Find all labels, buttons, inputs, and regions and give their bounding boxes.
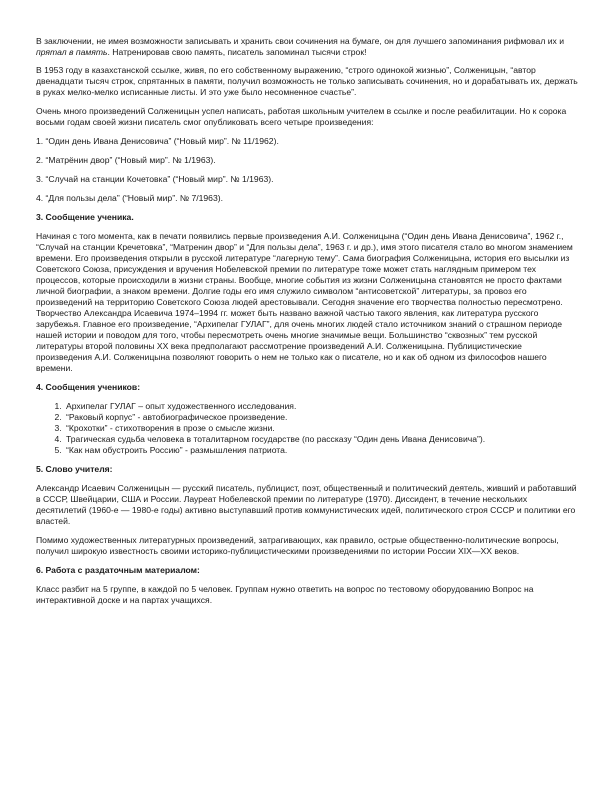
works-list-item: 2. “Матрёнин двор” (“Новый мир”. № 1/1963). bbox=[36, 155, 216, 165]
list-item: 4. Трагическая судьба человека в тоталитарном государстве (по рассказу “Один день Ивана Денисовича”). bbox=[64, 434, 578, 445]
section-4-heading: 4. Сообщения учеников: bbox=[36, 382, 141, 392]
works-list-item: 3. “Случай на станции Кочетовка” (“Новый мир”. № 1/1963). bbox=[36, 174, 274, 184]
list-item: 1. Архипелаг ГУЛАГ – опыт художественного исследования. bbox=[64, 401, 578, 412]
intro-paragraph-2: В 1953 году в казахстанской ссылке, живя, по его собственному выражению, “строго одинокой жизнью”, Солженицын, “автор двенадцати тысяч строк, спрятанных в памяти, получил возможность не только записывать сочинения, но и дорабатывать их, держать в руках мелко-мелко исписанные листы. И это уже было несомненное счастье”. bbox=[36, 65, 578, 97]
intro-paragraph-1 bbox=[36, 36, 578, 58]
section-5-paragraph-2: Помимо художественных литературных произведений, затрагивающих, как правило, острые общественно-политические вопросы, получил широкую известность своими историко-публицистическими произведениями по истории России XIX—XX веков. bbox=[36, 535, 559, 556]
document-page bbox=[36, 36, 578, 614]
section-3-heading: 3. Сообщение ученика. bbox=[36, 212, 134, 222]
intro-paragraph-3: Очень много произведений Солженицын успел написать, работая школьным учителем в ссылке и после реабилитации. Но к сорока восьми годам своей жизни писатель смог опубликовать всего четыре произведения: bbox=[36, 106, 567, 127]
intro-paragraph-1-end: . Натренировав свою память, писатель запоминал тысячи строк! bbox=[107, 47, 367, 57]
section-3-text: Начиная с того момента, как в печати появились первые произведения А.И. Солженицына (“Один день Ивана Денисовича”, 1962 г., “Случай на станции Кречетовка”, “Матренин двор” и “Для пользы дела”, 1963 г. и др.), имя этого писателя стало во многом знамением времени. Его произведения открыли в русской литературе “лагерную тему”. Сама биография Солженицына, история его высылки из Советского Союза, присуждения и вручения Нобелевской премии по литературе тоже может стать наглядным примером тех процессов, которые происходили в жизни страны. Вообще, многие события из жизни Солженицына становятся не просто фактами личной биографии, а знаком времени. Долгие годы его имя служило символом “антисоветской” литературы, за провоз его произведений на территорию Советского Союза людей арестовывали. Сегодня значение его творчества полностью пересмотрено. Творчество Александра Исаевича 1974–1994 гг. может быть названо важной частью такого явления, как литература русского зарубежья. Главное его произведение, “Архипелаг ГУЛАГ”, для очень многих людей стало источником знаний о страшном периоде нашей истории и поводом для того, чтобы пересмотреть очень многие значимые вещи. Большинство “сквозных” тем русской литературы второй половины XX века предполагают рассмотрение произведений А.И. Солженицына. Публицистические произведения А.И. Солженицына позволяют говорить о нем не только как о писателе, но и как об одном из философов нашего времени. bbox=[36, 231, 573, 373]
works-list-item: 1. “Один день Ивана Денисовича” (“Новый мир”. № 11/1962). bbox=[36, 136, 279, 146]
student-reports-list bbox=[36, 401, 578, 456]
list-item: 5. “Как нам обустроить Россию” - размышления патриота. bbox=[64, 445, 578, 456]
intro-paragraph-1-start: В заключении, не имея возможности записывать и хранить свои сочинения на бумаге, он для лучшего запоминания рифмовал их и bbox=[36, 36, 565, 46]
section-6-heading: 6. Работа с раздаточным материалом: bbox=[36, 565, 200, 575]
section-5-paragraph-1: Александр Исаевич Солженицын — русский писатель, публицист, поэт, общественный и политический деятель, живший и работавший в СССР, Швейцарии, США и России. Лауреат Нобелевской премии по литературе (1970). Диссидент, в течение нескольких десятилетий (1960-е — 1980-е годы) активно выступавший против коммунистических идей, политического строя СССР и политики его властей. bbox=[36, 483, 577, 526]
section-5-heading: 5. Слово учителя: bbox=[36, 464, 113, 474]
intro-paragraph-1-italic: прятал в память bbox=[36, 47, 108, 57]
section-6-text: Класс разбит на 5 группе, в каждой по 5 человек. Группам нужно ответить на вопрос по тестовому оборудованию Вопрос на интерактивной доске и на партах учащихся. bbox=[36, 584, 534, 605]
list-item: 3. “Крохотки” - стихотворения в прозе о смысле жизни. bbox=[64, 423, 578, 434]
list-item: 2. “Раковый корпус” - автобиографическое произведение. bbox=[64, 412, 578, 423]
works-list-item: 4. “Для пользы дела” (“Новый мир”. № 7/1963). bbox=[36, 193, 223, 203]
